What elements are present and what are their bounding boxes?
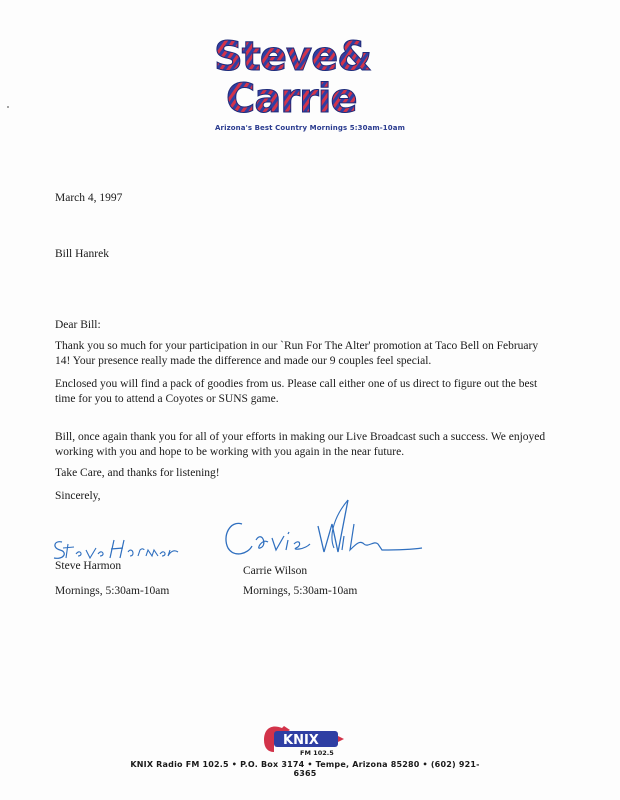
steve-and-carrie-logo [210, 30, 400, 118]
paragraph-take-care: Take Care, and thanks for listening! [55, 467, 220, 479]
scan-speck [7, 106, 9, 108]
svg-text:Carrie: Carrie [226, 76, 357, 118]
signatory-hours: Mornings, 5:30am-10am [243, 585, 358, 597]
signature-carrie-wilson [218, 494, 423, 570]
svg-text:KNIX: KNIX [283, 733, 319, 748]
paragraph-goodies: Enclosed you will find a pack of goodies from us. Please call either one of us direct to figure out the best time for you to attend a Coyotes or SUNS game. [55, 378, 538, 405]
paragraph-broadcast: Bill, once again thank you for all of your efforts in making our Live Broadcast such a success. We enjoyed working with you and hope to be working with you again in the near future. [55, 431, 546, 458]
footer-address: KNIX Radio FM 102.5 • P.O. Box 3174 • Tempe, Arizona 85280 • (602) 921-6365 [130, 760, 480, 778]
svg-text:Steve&: Steve& [214, 34, 372, 80]
salutation: Dear Bill: [55, 319, 101, 331]
signatory-name: Carrie Wilson [243, 565, 308, 577]
signatory-hours: Mornings, 5:30am-10am [55, 585, 170, 597]
letter-date: March 4, 1997 [55, 192, 123, 204]
knix-logo [250, 722, 348, 758]
closing: Sincerely, [55, 490, 101, 502]
recipient-name: Bill Hanrek [55, 248, 109, 260]
tagline: Arizona's Best Country Mornings 5:30am-10am [215, 124, 405, 132]
signatory-name: Steve Harmon [55, 560, 122, 572]
svg-text:FM 102.5: FM 102.5 [300, 749, 334, 757]
paragraph-thanks: Thank you so much for your participation in our `Run For The Alter' promotion at Taco Bell on February 14! Your presence really made the difference and made our 9 couples feel special. [55, 340, 539, 367]
